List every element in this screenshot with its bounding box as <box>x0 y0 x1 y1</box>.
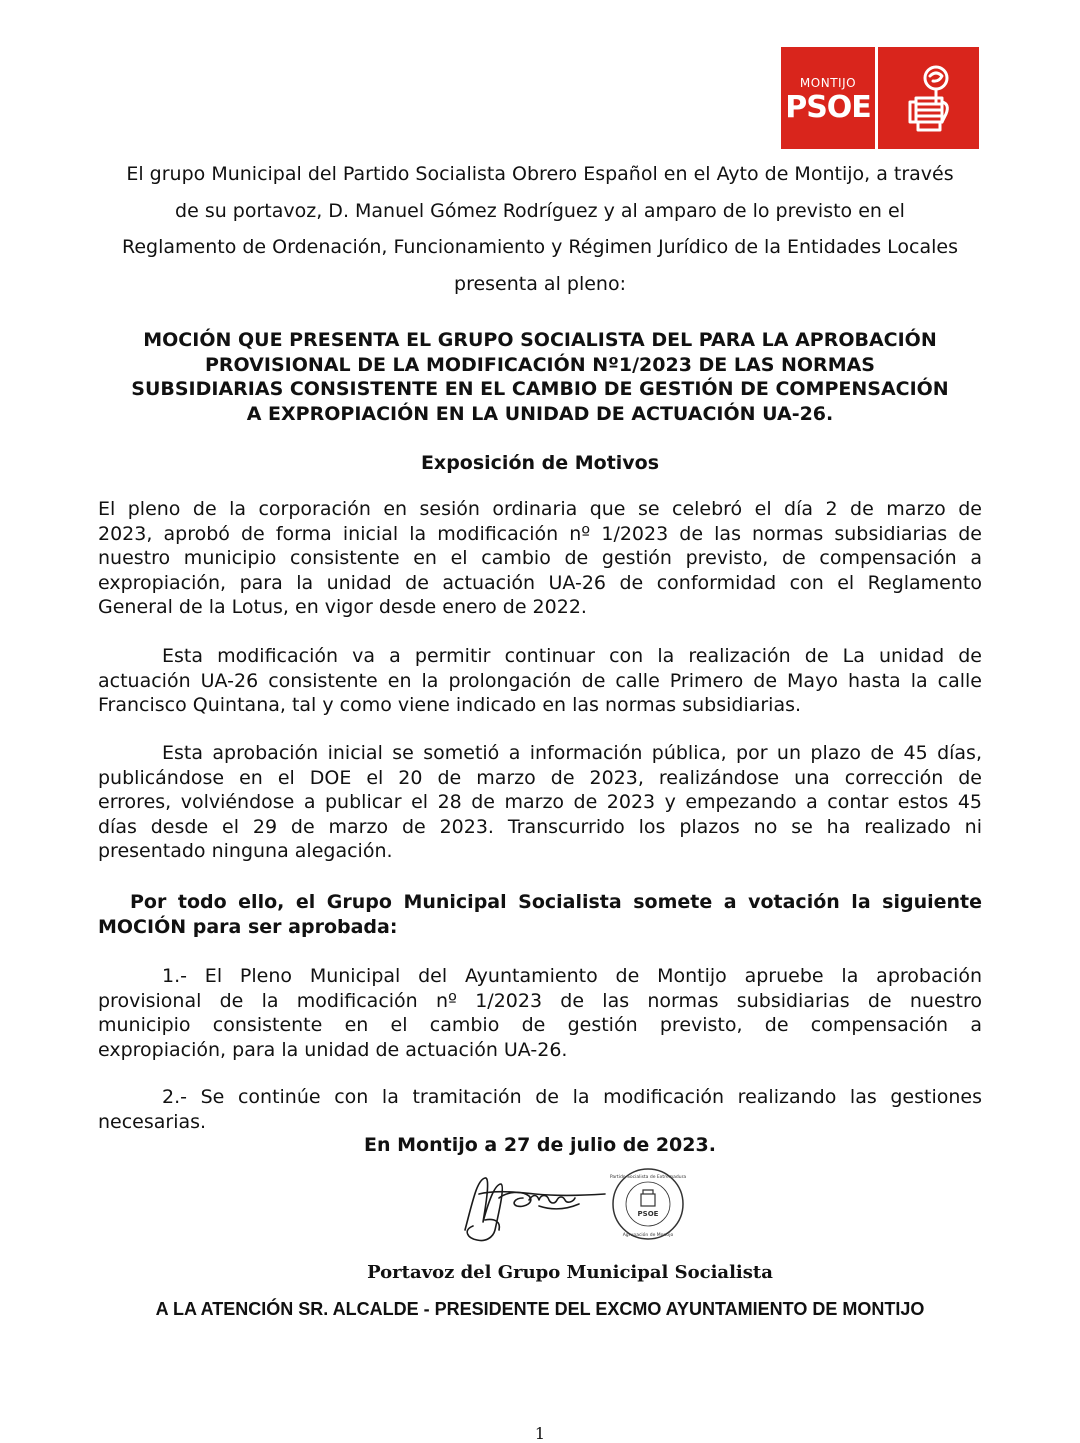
paragraph-line: El pleno de la corporación en sesión ordinaria que se celebró el día 2 de marzo de <box>98 498 982 520</box>
paragraph-line: publicándose en el DOE el 20 de marzo de 2023, realizándose una corrección de <box>98 766 982 789</box>
motion-point-1 <box>98 964 982 1062</box>
paragraph-line: General de la Lotus, en vigor desde enero de 2022. <box>98 596 587 618</box>
paragraph-exposition-3 <box>98 741 982 864</box>
paragraph-line: necesarias. <box>98 1110 207 1133</box>
paragraph-line: 1.- El Pleno Municipal del Ayuntamiento de Montijo apruebe la aprobación <box>162 965 982 987</box>
paragraph-line: expropiación, para la unidad de actuación UA-26. <box>98 1038 568 1061</box>
paragraph-line: actuación UA-26 consistente en la prolongación de calle Primero de Mayo hasta la calle <box>98 669 982 692</box>
svg-text:Partido Socialista de Extremad: Partido Socialista de Extremadura <box>610 1175 686 1180</box>
intro-line: presenta al pleno: <box>454 272 626 295</box>
paragraph-line: 2023, aprobó de forma inicial la modificación nº 1/2023 de las normas subsidiarias de <box>98 522 982 545</box>
page-number: 1 <box>534 1424 546 1443</box>
intro-line: El grupo Municipal del Partido Socialista Obrero Español en el Ayto de Montijo, a través <box>126 163 954 185</box>
title-line: A EXPROPIACIÓN EN LA UNIDAD DE ACTUACIÓN UA-26. <box>246 402 834 425</box>
paragraph-exposition-1 <box>98 497 982 620</box>
intro-line: de su portavoz, D. Manuel Gómez Rodríguez y al amparo de lo previsto en el <box>175 199 905 222</box>
rose-fist-icon <box>878 47 979 149</box>
paragraph-line: Esta modificación va a permitir continuar con la realización de La unidad de <box>162 645 982 667</box>
paragraph-line: errores, volviéndose a publicar el 28 de marzo de 2023 y empezando a contar estos 45 <box>98 791 982 813</box>
signer-role: Portavoz del Grupo Municipal Socialista <box>367 1262 773 1283</box>
intro-paragraph <box>96 156 984 302</box>
paragraph-line: Francisco Quintana, tal y como viene indicado en las normas subsidiarias. <box>98 694 802 716</box>
paragraph-line: Por todo ello, el Grupo Municipal Socialista somete a votación la siguiente <box>130 891 982 913</box>
svg-text:PSOE: PSOE <box>637 1210 659 1218</box>
paragraph-line: presentado ninguna alegación. <box>98 840 393 862</box>
title-line: PROVISIONAL DE LA MODIFICACIÓN Nº1/2023 DE LAS NORMAS <box>204 353 875 376</box>
paragraph-line: provisional de la modificación nº 1/2023 de las normas subsidiarias de nuestro <box>98 989 982 1012</box>
attention-line: A LA ATENCIÓN SR. ALCALDE - PRESIDENTE DEL EXCMO AYUNTAMIENTO DE MONTIJO <box>155 1299 925 1319</box>
title-line: SUBSIDIARIAS CONSISTENTE EN EL CAMBIO DE GESTIÓN DE COMPENSACIÓN <box>131 378 949 400</box>
title-line: MOCIÓN QUE PRESENTA EL GRUPO SOCIALISTA DEL PARA LA APROBACIÓN <box>143 329 937 351</box>
party-stamp <box>610 1166 686 1242</box>
svg-text:Agrupación de Montijo: Agrupación de Montijo <box>622 1233 674 1238</box>
paragraph-line: MOCIÓN para ser aprobada: <box>98 915 398 938</box>
logo-text <box>781 47 875 149</box>
paragraph-line: Esta aprobación inicial se sometió a información pública, por un plazo de 45 días, <box>162 742 982 764</box>
logo-city: MONTIJO <box>799 76 857 90</box>
motion-point-2 <box>98 1085 982 1134</box>
paragraph-line: expropiación, para la unidad de actuación UA-26 de conformidad con el Reglamento <box>98 571 982 594</box>
logo-party: PSOE <box>785 90 871 125</box>
motion-title <box>96 328 984 426</box>
paragraph-line: municipio consistente en el cambio de gestión previsto, de compensación a <box>98 1014 982 1036</box>
paragraph-motion-intro <box>98 890 982 939</box>
paragraph-line: nuestro municipio consistente en el cambio de gestión previsto, de compensación a <box>98 547 982 569</box>
intro-line: Reglamento de Ordenación, Funcionamiento y Régimen Jurídico de la Entidades Locales <box>121 236 959 258</box>
section-heading: Exposición de Motivos <box>420 452 660 474</box>
psoe-montijo-logo <box>781 47 979 149</box>
handwritten-signature <box>455 1160 615 1250</box>
paragraph-line: 2.- Se continúe con la tramitación de la modificación realizando las gestiones <box>162 1086 982 1108</box>
paragraph-line: días desde el 29 de marzo de 2023. Transcurrido los plazos no se ha realizado ni <box>98 815 982 838</box>
paragraph-exposition-2 <box>98 644 982 718</box>
date-line: En Montijo a 27 de julio de 2023. <box>364 1134 716 1156</box>
